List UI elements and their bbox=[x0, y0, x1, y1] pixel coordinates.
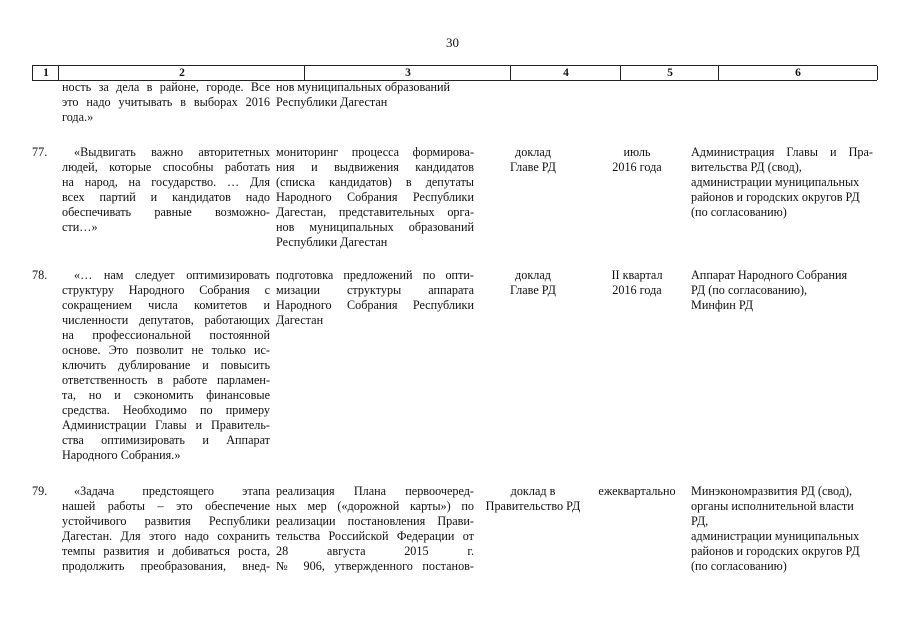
row-report bbox=[478, 484, 588, 514]
row-deadline bbox=[588, 145, 686, 175]
text-line: ность за дела в районе, городе. Все bbox=[62, 80, 270, 94]
column-header-1: 1 bbox=[32, 66, 59, 80]
text-line: на народ, на государство. … Для bbox=[62, 175, 270, 189]
text-line: районов и городских округов РД bbox=[691, 190, 860, 204]
text-line: Аппарат Народного Собрания bbox=[691, 268, 848, 282]
text-line: Минфин РД bbox=[691, 298, 754, 312]
text-line: сти…» bbox=[62, 220, 98, 234]
text-line: основе. Это позволит не только ис- bbox=[62, 343, 270, 357]
text-line: структуру Народного Собрания с bbox=[62, 283, 270, 297]
text-line: ных мер («дорожной карты») по bbox=[276, 499, 474, 513]
column-header-2: 2 bbox=[58, 66, 305, 80]
text-line: № 906, утвержденного постанов- bbox=[276, 559, 474, 573]
text-line: ключить дублирование и повысить bbox=[62, 358, 270, 372]
text-line: ния и выдвижения кандидатов bbox=[276, 160, 474, 174]
text-line: мизации структуры аппарата bbox=[276, 283, 474, 297]
text-line: это надо учитывать в выборах 2016 bbox=[62, 95, 270, 109]
text-line: РД, bbox=[691, 514, 709, 528]
text-line: Народного Собрания Республики bbox=[276, 298, 474, 312]
text-line: сокращением числа комитетов и bbox=[62, 298, 270, 312]
text-line: Главе РД bbox=[510, 160, 556, 174]
text-line: Республики Дагестан bbox=[276, 235, 388, 249]
row-responsible bbox=[691, 268, 873, 313]
text-line: Народного Собрания.» bbox=[62, 448, 181, 462]
text-line: года.» bbox=[62, 110, 94, 124]
text-line: «Задача предстоящего этапа bbox=[74, 484, 270, 498]
text-line: нов муниципальных образований bbox=[276, 80, 451, 94]
page-number: 30 bbox=[446, 35, 459, 50]
text-line: людей, которые способны работать bbox=[62, 160, 270, 174]
text-line: всех партий и кандидатов надо bbox=[62, 190, 270, 204]
text-line: мониторинг процесса формирова- bbox=[276, 145, 474, 159]
text-line: II квартал bbox=[611, 268, 663, 282]
carryover-col2 bbox=[62, 80, 270, 125]
text-line: реализация Плана первоочеред- bbox=[276, 484, 474, 498]
text-line: продолжить преобразования, внед- bbox=[62, 559, 270, 573]
row-deadline bbox=[588, 484, 686, 499]
text-line: Администрация Главы и Пра- bbox=[691, 145, 873, 159]
row-quote bbox=[62, 145, 270, 235]
text-line: «… нам следует оптимизировать bbox=[74, 268, 270, 282]
text-line: та, но и сэкономить финансовые bbox=[62, 388, 270, 402]
text-line: органы исполнительной власти bbox=[691, 499, 854, 513]
row-measure bbox=[276, 145, 474, 250]
text-line: вительства РД (свод), bbox=[691, 160, 802, 174]
text-line: ства оптимизировать и Аппарат bbox=[62, 433, 270, 447]
text-line: Администрации Главы и Правитель- bbox=[62, 418, 270, 432]
text-line: Народного Собрания Республики bbox=[276, 190, 474, 204]
text-line: средства. Необходимо по примеру bbox=[62, 403, 270, 417]
row-report bbox=[478, 268, 588, 298]
text-line: ответственность в работе парламен- bbox=[62, 373, 270, 387]
row-quote bbox=[62, 268, 270, 463]
text-line: реализации постановления Прави- bbox=[276, 514, 474, 528]
column-header-4: 4 bbox=[510, 66, 621, 80]
row-measure bbox=[276, 484, 474, 574]
text-line: администрации муниципальных bbox=[691, 529, 860, 543]
text-line: июль bbox=[623, 145, 651, 159]
row-quote bbox=[62, 484, 270, 574]
row-measure bbox=[276, 268, 474, 328]
text-line: 2016 года bbox=[612, 160, 662, 174]
text-line: (по согласованию) bbox=[691, 205, 787, 219]
text-line: Дагестан, представительных орга- bbox=[276, 205, 474, 219]
text-line: (по согласованию) bbox=[691, 559, 787, 573]
text-line: администрации муниципальных bbox=[691, 175, 860, 189]
text-line: Главе РД bbox=[510, 283, 556, 297]
text-line: доклад bbox=[515, 268, 551, 282]
column-header-3: 3 bbox=[304, 66, 511, 80]
text-line: доклад bbox=[515, 145, 551, 159]
text-line: 28 августа 2015 г. bbox=[276, 544, 474, 558]
carryover-col3 bbox=[276, 80, 474, 110]
text-line: нашей работы – это обеспечение bbox=[62, 499, 270, 513]
text-line: устойчивого развития Республики bbox=[62, 514, 270, 528]
column-header-5: 5 bbox=[620, 66, 719, 80]
row-number: 78. bbox=[32, 268, 48, 282]
row-responsible bbox=[691, 145, 873, 220]
text-line: Дагестан bbox=[276, 313, 324, 327]
text-line: ежеквартально bbox=[598, 484, 676, 498]
text-line: нов муниципальных образований bbox=[276, 220, 474, 234]
row-number: 77. bbox=[32, 145, 48, 159]
text-line: на профессиональной постоянной bbox=[62, 328, 270, 342]
text-line: «Выдвигать важно авторитетных bbox=[74, 145, 270, 159]
row-responsible bbox=[691, 484, 873, 574]
text-line: Дагестан. Для этого надо сохранить bbox=[62, 529, 270, 543]
text-line: подготовка предложений по опти- bbox=[276, 268, 474, 282]
table-header bbox=[32, 65, 877, 81]
text-line: тельства Российской Федерации от bbox=[276, 529, 474, 543]
text-line: Правительство РД bbox=[485, 499, 581, 513]
text-line: РД (по согласованию), bbox=[691, 283, 808, 297]
text-line: темпы развития и добиваться роста, bbox=[62, 544, 270, 558]
row-report bbox=[478, 145, 588, 175]
text-line: районов и городских округов РД bbox=[691, 544, 860, 558]
text-line: доклад в bbox=[510, 484, 556, 498]
row-number: 79. bbox=[32, 484, 48, 498]
text-line: обеспечивать равные возможно- bbox=[62, 205, 270, 219]
text-line: (списка кандидатов) в депутаты bbox=[276, 175, 474, 189]
text-line: 2016 года bbox=[612, 283, 662, 297]
column-header-6: 6 bbox=[718, 66, 878, 80]
text-line: Республики Дагестан bbox=[276, 95, 388, 109]
text-line: численности депутатов, работающих bbox=[62, 313, 270, 327]
text-line: Минэкономразвития РД (свод), bbox=[691, 484, 853, 498]
row-deadline bbox=[588, 268, 686, 298]
